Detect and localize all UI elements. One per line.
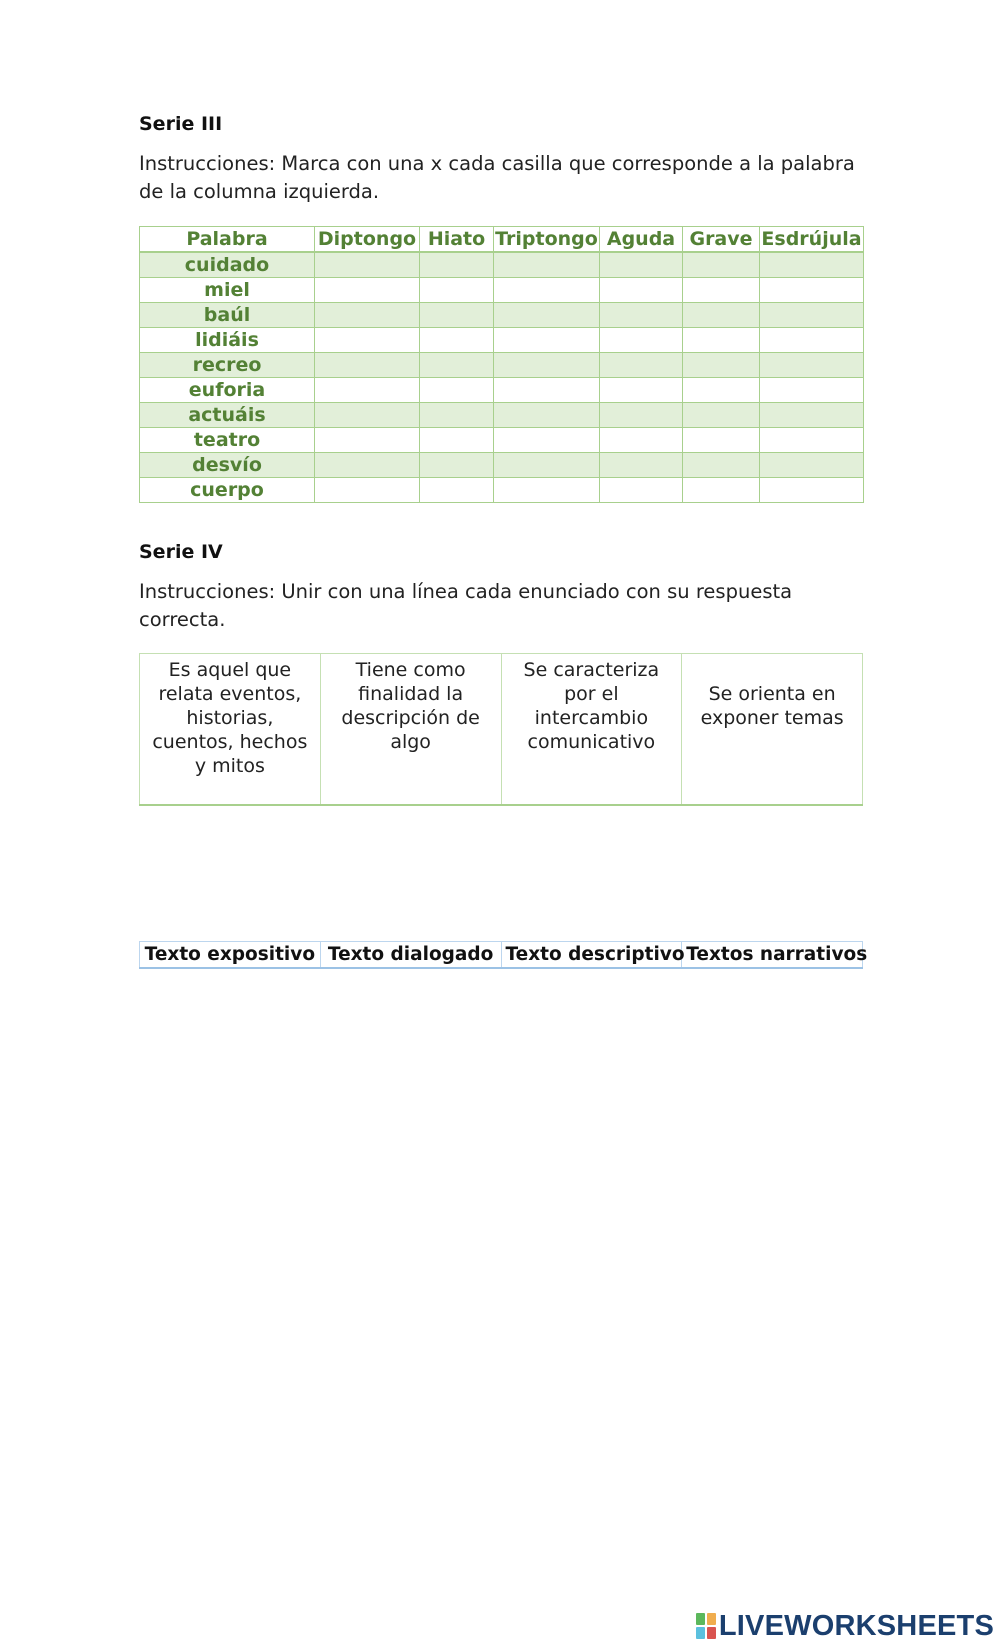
- answer-checkbox-cell[interactable]: [494, 252, 600, 278]
- answer-checkbox-cell[interactable]: [600, 328, 683, 353]
- answer-checkbox-cell[interactable]: [760, 378, 864, 403]
- answer-checkbox-cell[interactable]: [420, 453, 494, 478]
- word-cell: desvío: [140, 453, 315, 478]
- table-row: [140, 328, 864, 353]
- answer-checkbox-cell[interactable]: [315, 328, 420, 353]
- answer-checkbox-cell[interactable]: [760, 428, 864, 453]
- serie-4-title: Serie IV: [139, 541, 223, 563]
- answer-checkbox-cell[interactable]: [600, 428, 683, 453]
- serie-4-instructions: Instrucciones: Unir con una línea cada enunciado con su respuesta correcta.: [139, 580, 793, 631]
- table-row: [140, 252, 864, 278]
- table-header-row: [140, 227, 864, 253]
- column-header: Grave: [683, 227, 760, 253]
- answer-checkbox-cell[interactable]: [420, 303, 494, 328]
- answer-checkbox-cell[interactable]: [600, 453, 683, 478]
- answer-checkbox-cell[interactable]: [683, 353, 760, 378]
- answer-checkbox-cell[interactable]: [683, 453, 760, 478]
- answer-checkbox-cell[interactable]: [315, 478, 420, 503]
- answer-checkbox-cell[interactable]: [315, 453, 420, 478]
- answer-checkbox-cell[interactable]: [494, 278, 600, 303]
- answer-checkbox-cell[interactable]: [315, 378, 420, 403]
- serie-3-instructions: Instrucciones: Marca con una x cada casilla que corresponde a la palabra de la columna izquierda.: [139, 152, 855, 203]
- answer-checkbox-cell[interactable]: [494, 478, 600, 503]
- answer-checkbox-cell[interactable]: [760, 328, 864, 353]
- answer-checkbox-cell[interactable]: [420, 428, 494, 453]
- answer-cell[interactable]: Texto dialogado: [320, 942, 501, 969]
- answer-checkbox-cell[interactable]: [683, 328, 760, 353]
- answer-checkbox-cell[interactable]: [494, 353, 600, 378]
- answer-checkbox-cell[interactable]: [494, 453, 600, 478]
- table-row: [140, 353, 864, 378]
- answer-checkbox-cell[interactable]: [683, 278, 760, 303]
- word-cell: euforia: [140, 378, 315, 403]
- answer-checkbox-cell[interactable]: [315, 353, 420, 378]
- answer-checkbox-cell[interactable]: [420, 353, 494, 378]
- answer-checkbox-cell[interactable]: [760, 453, 864, 478]
- answer-checkbox-cell[interactable]: [494, 328, 600, 353]
- answer-checkbox-cell[interactable]: [600, 403, 683, 428]
- answer-checkbox-cell[interactable]: [494, 378, 600, 403]
- table-row: [140, 403, 864, 428]
- column-header: Aguda: [600, 227, 683, 253]
- answer-checkbox-cell[interactable]: [315, 278, 420, 303]
- statements-table: [139, 653, 863, 806]
- statement-cell[interactable]: Se caracteriza por el intercambio comunicativo: [501, 654, 682, 806]
- answer-checkbox-cell[interactable]: [760, 478, 864, 503]
- answer-checkbox-cell[interactable]: [600, 478, 683, 503]
- logo-text: LIVEWORKSHEETS: [718, 1609, 994, 1642]
- answer-checkbox-cell[interactable]: [315, 252, 420, 278]
- column-header: Hiato: [420, 227, 494, 253]
- answer-cell[interactable]: Texto descriptivo: [501, 942, 682, 969]
- answer-checkbox-cell[interactable]: [494, 428, 600, 453]
- statement-cell[interactable]: Es aquel que relata eventos, historias, cuentos, hechos y mitos: [140, 654, 321, 806]
- word-cell: baúl: [140, 303, 315, 328]
- word-cell: actuáis: [140, 403, 315, 428]
- answer-cell[interactable]: Textos narrativos: [682, 942, 863, 969]
- table-row: [140, 478, 864, 503]
- logo-icon: [696, 1613, 716, 1639]
- answer-checkbox-cell[interactable]: [760, 303, 864, 328]
- statement-cell[interactable]: Se orienta en exponer temas: [682, 654, 863, 806]
- answer-checkbox-cell[interactable]: [420, 278, 494, 303]
- answer-checkbox-cell[interactable]: [683, 478, 760, 503]
- serie-3-title: Serie III: [139, 113, 223, 135]
- answer-checkbox-cell[interactable]: [600, 303, 683, 328]
- column-header: Palabra: [140, 227, 315, 253]
- liveworksheets-logo: [696, 1609, 994, 1642]
- answer-checkbox-cell[interactable]: [760, 353, 864, 378]
- answer-checkbox-cell[interactable]: [683, 403, 760, 428]
- answer-checkbox-cell[interactable]: [683, 303, 760, 328]
- answer-checkbox-cell[interactable]: [683, 428, 760, 453]
- answer-checkbox-cell[interactable]: [420, 403, 494, 428]
- word-cell: miel: [140, 278, 315, 303]
- word-cell: cuidado: [140, 252, 315, 278]
- answer-checkbox-cell[interactable]: [420, 378, 494, 403]
- answer-checkbox-cell[interactable]: [760, 403, 864, 428]
- answers-table: [139, 941, 868, 969]
- word-cell: teatro: [140, 428, 315, 453]
- column-header: Triptongo: [495, 228, 598, 250]
- table-row: [140, 303, 864, 328]
- answer-checkbox-cell[interactable]: [760, 252, 864, 278]
- statement-cell[interactable]: Tiene como finalidad la descripción de algo: [320, 654, 501, 806]
- table-row: [140, 428, 864, 453]
- column-header: Esdrújula: [761, 228, 862, 250]
- answer-checkbox-cell[interactable]: [420, 478, 494, 503]
- word-cell: cuerpo: [140, 478, 315, 503]
- answer-checkbox-cell[interactable]: [600, 252, 683, 278]
- table-row: [140, 453, 864, 478]
- word-cell: recreo: [140, 353, 315, 378]
- answer-checkbox-cell[interactable]: [600, 378, 683, 403]
- answer-checkbox-cell[interactable]: [760, 278, 864, 303]
- answer-checkbox-cell[interactable]: [420, 252, 494, 278]
- answer-checkbox-cell[interactable]: [494, 403, 600, 428]
- accent-classification-table: [139, 226, 864, 503]
- answer-checkbox-cell[interactable]: [494, 303, 600, 328]
- answer-checkbox-cell[interactable]: [315, 428, 420, 453]
- word-cell: lidiáis: [140, 328, 315, 353]
- answer-checkbox-cell[interactable]: [683, 378, 760, 403]
- answer-checkbox-cell[interactable]: [315, 303, 420, 328]
- answer-cell[interactable]: Texto expositivo: [140, 942, 321, 969]
- table-row: [140, 278, 864, 303]
- answer-checkbox-cell[interactable]: [420, 328, 494, 353]
- answer-checkbox-cell[interactable]: [600, 353, 683, 378]
- answer-checkbox-cell[interactable]: [683, 252, 760, 278]
- table-row: [140, 378, 864, 403]
- answer-checkbox-cell[interactable]: [315, 403, 420, 428]
- column-header: Diptongo: [315, 227, 420, 253]
- answer-checkbox-cell[interactable]: [600, 278, 683, 303]
